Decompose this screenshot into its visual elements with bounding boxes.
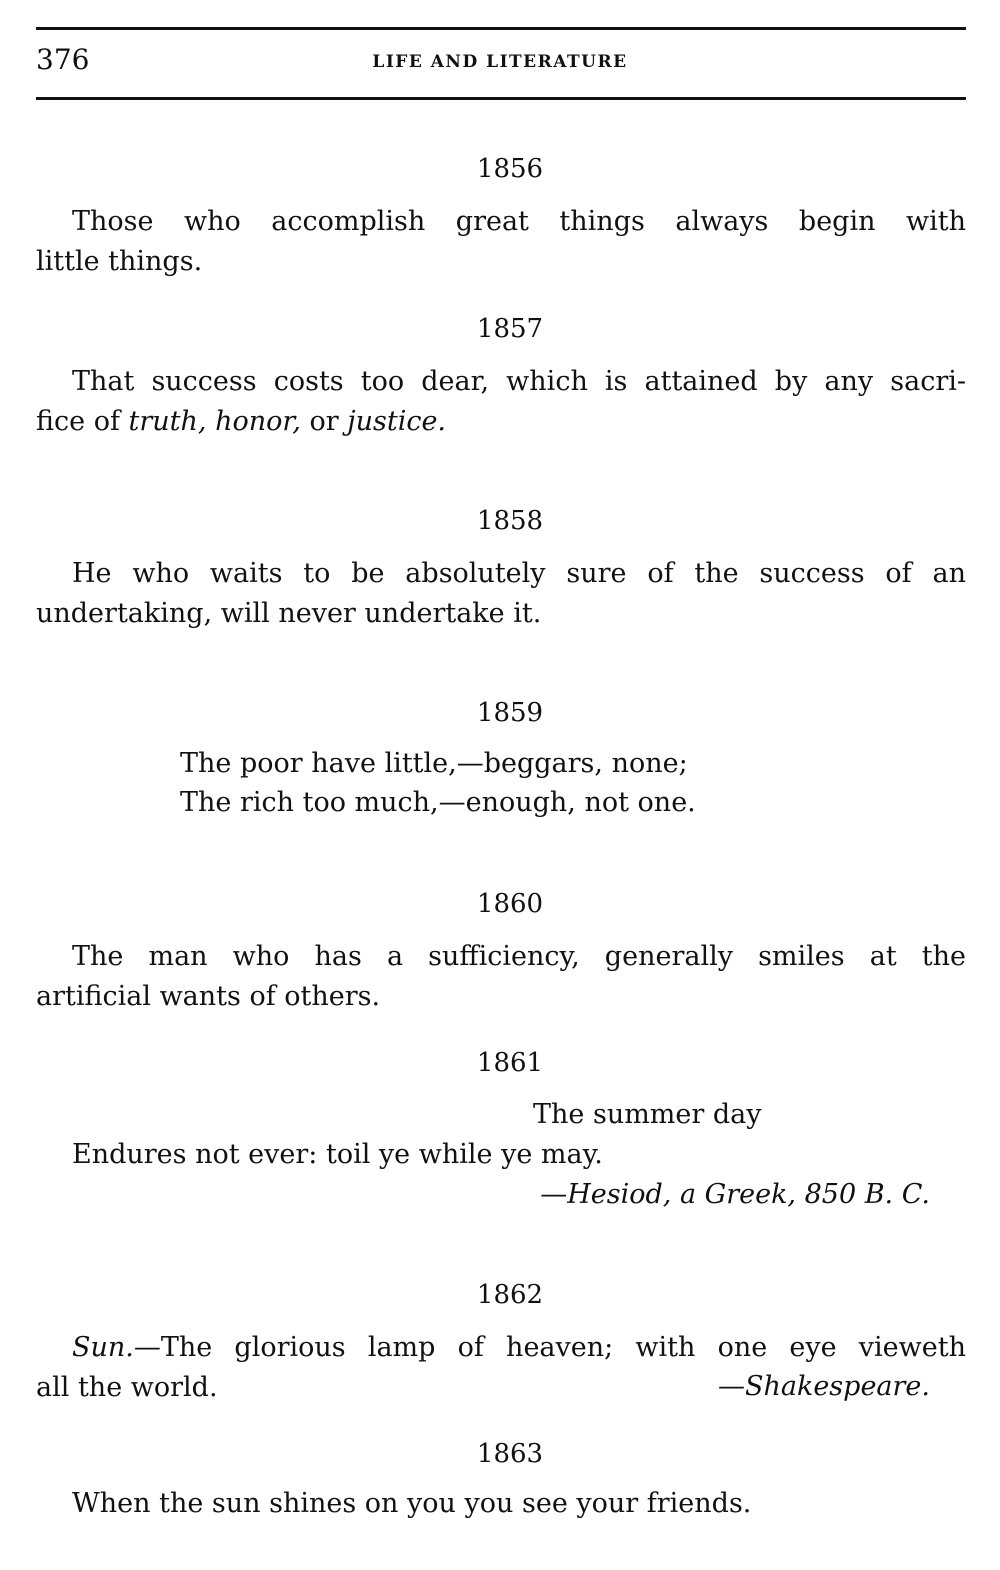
entry-number: 1863 — [476, 1439, 544, 1469]
text-line: artificial wants of others. — [36, 981, 381, 1012]
text-line — [36, 402, 966, 442]
entry-number: 1861 — [476, 1048, 544, 1078]
page-number: 376 — [36, 43, 90, 76]
running-title: LIFE AND LITERATURE — [372, 52, 628, 72]
text-line — [36, 1328, 966, 1368]
text-line: He who waits to be absolutely sure of the success of an — [72, 558, 966, 589]
text: or — [300, 406, 348, 437]
attribution: —Hesiod, a Greek, 850 B. C. — [540, 1179, 930, 1210]
header-rule — [36, 97, 966, 100]
italic-text: truth, honor, — [128, 406, 301, 437]
entry-text — [36, 937, 966, 1017]
text: —The glorious lamp of heaven; with one eye vieweth — [133, 1332, 966, 1363]
text-line: The man who has a sufficiency, generally smiles at the — [72, 941, 966, 972]
verse-line: The poor have little,—beggars, none; — [180, 748, 688, 779]
entry-text — [36, 202, 966, 282]
entry-number: 1862 — [476, 1280, 544, 1310]
text-line: Those who accomplish great things always begin with — [72, 206, 966, 237]
entry-text — [36, 362, 966, 442]
text-line: undertaking, will never undertake it. — [36, 598, 542, 629]
attribution: —Shakespeare. — [717, 1371, 930, 1402]
entry-number: 1860 — [476, 889, 544, 919]
verse-line: The rich too much,—enough, not one. — [180, 787, 696, 818]
text-line: little things. — [36, 246, 203, 277]
top-rule — [36, 27, 966, 30]
verse-line: Endures not ever: toil ye while ye may. — [72, 1139, 603, 1170]
italic-text: justice. — [347, 406, 447, 437]
entry-number: 1856 — [476, 154, 544, 184]
text-line: That success costs too dear, which is attained by any sacri- — [72, 366, 966, 397]
entry-number: 1857 — [476, 314, 544, 344]
verse-line: The summer day — [533, 1099, 762, 1130]
text-line: all the world. — [36, 1372, 218, 1403]
entry-text — [36, 554, 966, 634]
text: fice of — [36, 406, 129, 437]
entry-number: 1858 — [476, 506, 544, 536]
text-line: When the sun shines on you you see your friends. — [72, 1488, 752, 1519]
italic-text: Sun. — [72, 1332, 134, 1363]
entry-number: 1859 — [476, 698, 544, 728]
